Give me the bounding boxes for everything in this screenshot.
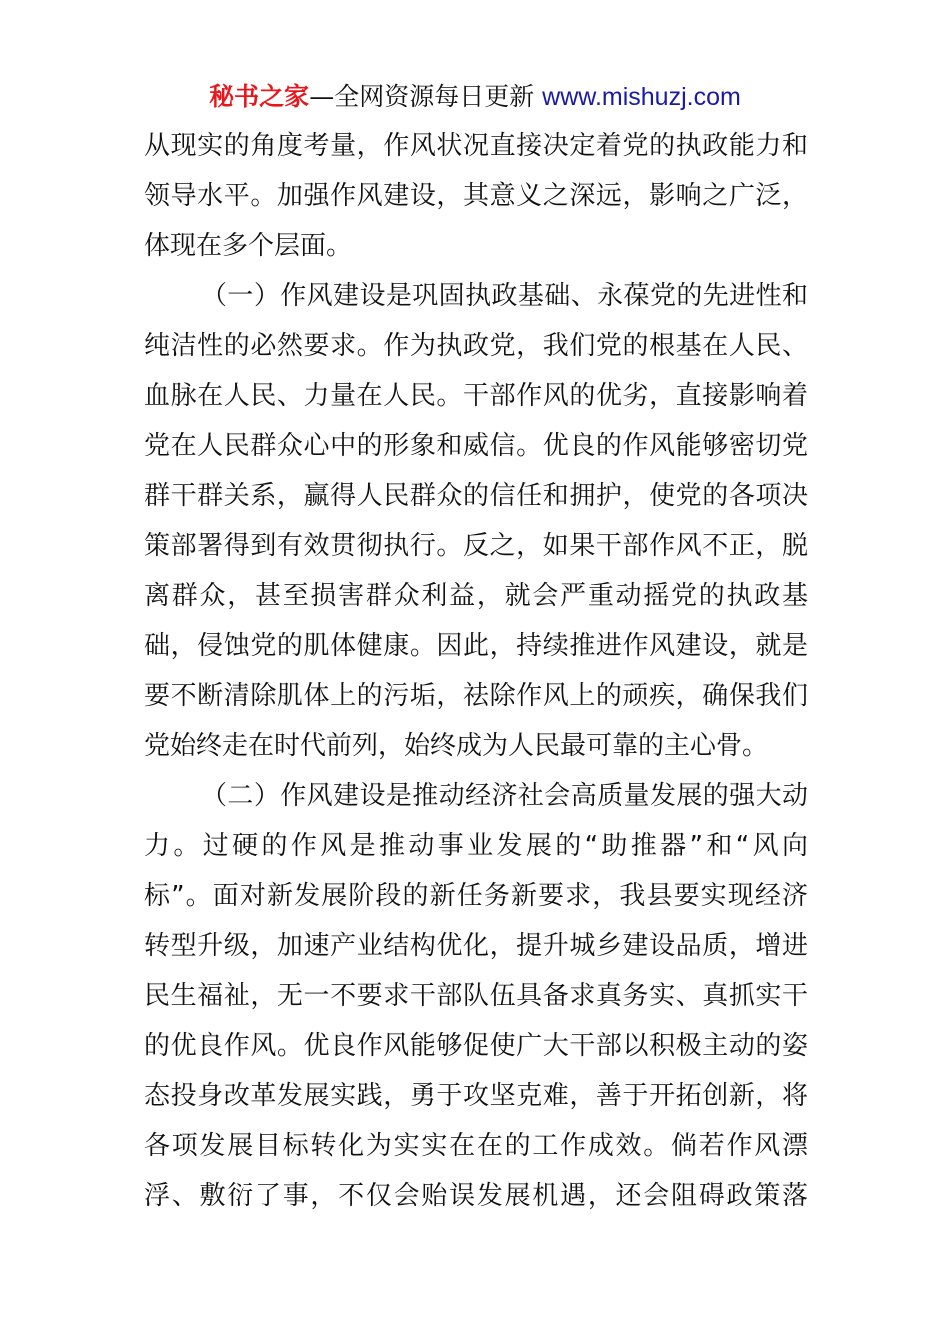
- text-line: 血脉在人民、力量在人民。干部作风的优劣，直接影响着: [144, 381, 808, 411]
- paragraph-start-line: （二）作风建设是推动经济社会高质量发展的强大动: [201, 781, 808, 811]
- text-line: 的优良作风。优良作风能够促使广大干部以积极主动的姿: [144, 1031, 808, 1061]
- text-line: 转型升级，加速产业结构优化，提升城乡建设品质，增进: [144, 931, 808, 961]
- text-line: 力。过硬的作风是推动事业发展的“助推器”和“风向: [144, 831, 808, 861]
- text-line: 离群众，甚至损害群众利益，就会严重动摇党的执政基: [144, 581, 808, 611]
- site-tagline: —全网资源每日更新: [309, 82, 535, 111]
- paragraph-start-line: （一）作风建设是巩固执政基础、永葆党的先进性和: [201, 281, 808, 311]
- text-line: 群干群关系，赢得人民群众的信任和拥护，使党的各项决: [144, 481, 808, 511]
- text-line: 党始终走在时代前列，始终成为人民最可靠的主心骨。: [144, 731, 769, 761]
- document-body: [144, 121, 808, 1221]
- text-line: 策部署得到有效贯彻执行。反之，如果干部作风不正，脱: [144, 531, 808, 561]
- site-brand: 秘书之家: [209, 82, 310, 111]
- text-line: 领导水平。加强作风建设，其意义之深远，影响之广泛，: [144, 181, 808, 211]
- text-line: 从现实的角度考量，作风状况直接决定着党的执政能力和: [144, 131, 808, 161]
- text-line: 民生福祉，无一不要求干部队伍具备求真务实、真抓实干: [144, 981, 808, 1011]
- text-line: 党在人民群众心中的形象和威信。优良的作风能够密切党: [144, 431, 808, 461]
- site-header: [0, 80, 950, 114]
- text-line: 各项发展目标转化为实实在在的工作成效。倘若作风漂: [144, 1131, 808, 1161]
- text-line: 浮、敷衍了事，不仅会贻误发展机遇，还会阻碍政策落: [144, 1181, 808, 1211]
- site-url-link[interactable]: www.mishuzj.com: [542, 83, 741, 111]
- text-line: 纯洁性的必然要求。作为执政党，我们党的根基在人民、: [144, 331, 808, 361]
- text-line: 础，侵蚀党的肌体健康。因此，持续推进作风建设，就是: [144, 631, 808, 661]
- text-line: 态投身改革发展实践，勇于攻坚克难，善于开拓创新，将: [144, 1081, 808, 1111]
- text-line: 体现在多个层面。: [144, 231, 353, 261]
- text-line: 标”。面对新发展阶段的新任务新要求，我县要实现经济: [144, 881, 808, 911]
- text-line: 要不断清除肌体上的污垢，祛除作风上的顽疾，确保我们: [144, 681, 808, 711]
